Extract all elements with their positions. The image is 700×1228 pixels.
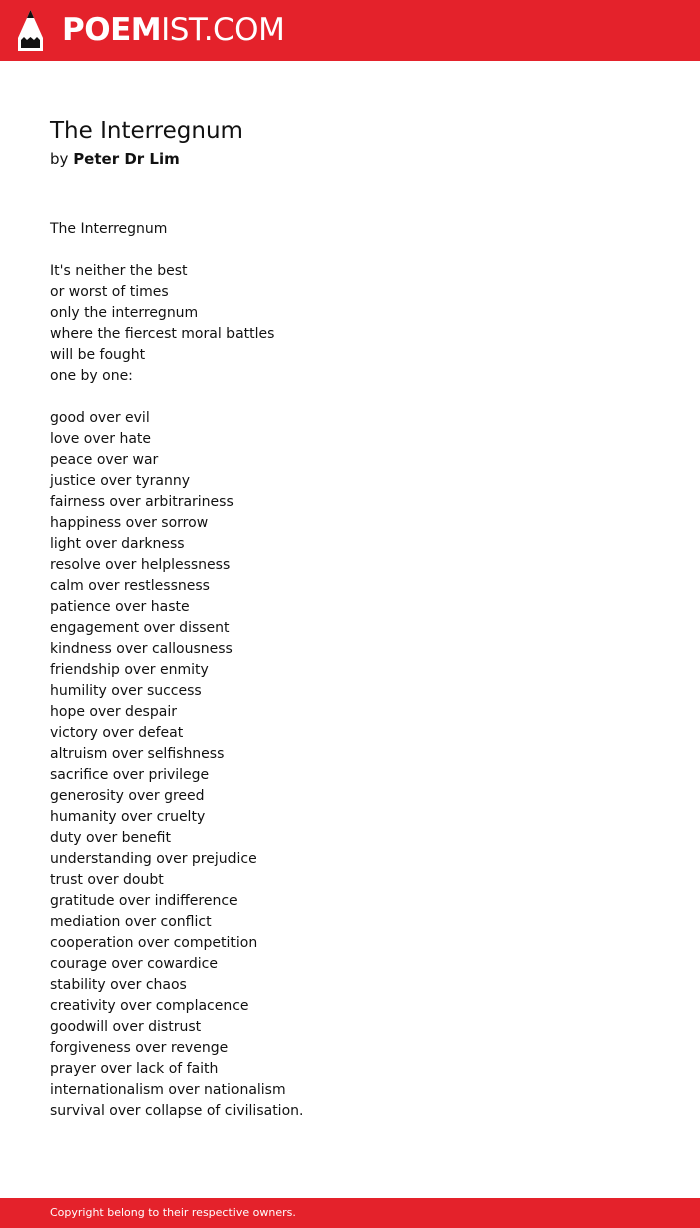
poem-line: justice over tyranny bbox=[50, 473, 191, 489]
poem-line: friendship over enmity bbox=[50, 662, 209, 678]
poem-line: happiness over sorrow bbox=[50, 515, 209, 531]
poem-line: understanding over prejudice bbox=[50, 851, 257, 867]
logo-bold-text: POEM bbox=[62, 12, 162, 48]
poem-line: humanity over cruelty bbox=[50, 809, 206, 825]
author-name: Peter Dr Lim bbox=[73, 150, 180, 168]
poem-line: engagement over dissent bbox=[50, 620, 230, 636]
poem-line: internationalism over nationalism bbox=[50, 1082, 286, 1098]
poem-line: mediation over conflict bbox=[50, 914, 212, 930]
stanza-break bbox=[50, 240, 650, 261]
poem-line: survival over collapse of civilisation. bbox=[50, 1103, 304, 1119]
poem-line: It's neither the best bbox=[50, 263, 188, 279]
poem-body bbox=[50, 219, 650, 1122]
poem-line: where the fiercest moral battles bbox=[50, 326, 275, 342]
stanza-break bbox=[50, 387, 650, 408]
poem-line: good over evil bbox=[50, 410, 150, 426]
by-label: by bbox=[50, 150, 69, 168]
poem-line: resolve over helplessness bbox=[50, 557, 231, 573]
poem-line: cooperation over competition bbox=[50, 935, 258, 951]
poem-line: gratitude over indifference bbox=[50, 893, 238, 909]
poem-line: kindness over callousness bbox=[50, 641, 233, 657]
logo-light-text: IST.COM bbox=[161, 12, 285, 48]
poem-line: stability over chaos bbox=[50, 977, 187, 993]
poem-line: one by one: bbox=[50, 368, 133, 384]
poem-line: The Interregnum bbox=[50, 221, 168, 237]
poem-line: patience over haste bbox=[50, 599, 190, 615]
poem-line: only the interregnum bbox=[50, 305, 199, 321]
pencil-icon bbox=[18, 10, 43, 51]
poem-line: light over darkness bbox=[50, 536, 185, 552]
poem-line: fairness over arbitrariness bbox=[50, 494, 234, 510]
poem-line: courage over cowardice bbox=[50, 956, 218, 972]
poem-line: goodwill over distrust bbox=[50, 1019, 202, 1035]
poem-line: forgiveness over revenge bbox=[50, 1040, 229, 1056]
poem-line: will be fought bbox=[50, 347, 146, 363]
poem-line: prayer over lack of faith bbox=[50, 1061, 219, 1077]
poem-line: generosity over greed bbox=[50, 788, 205, 804]
poem-line: love over hate bbox=[50, 431, 152, 447]
site-footer bbox=[0, 1198, 700, 1228]
poem-line: duty over benefit bbox=[50, 830, 171, 846]
poem-line: altruism over selfishness bbox=[50, 746, 225, 762]
byline bbox=[50, 148, 180, 170]
poem-line: sacrifice over privilege bbox=[50, 767, 210, 783]
poem-line: peace over war bbox=[50, 452, 159, 468]
poem-line: or worst of times bbox=[50, 284, 169, 300]
site-header bbox=[0, 0, 700, 61]
site-logo[interactable] bbox=[62, 12, 284, 48]
poem-title: The Interregnum bbox=[50, 118, 243, 144]
poem-line: calm over restlessness bbox=[50, 578, 210, 594]
poem-line: trust over doubt bbox=[50, 872, 164, 888]
poem-line: hope over despair bbox=[50, 704, 177, 720]
copyright-text: Copyright belong to their respective owners. bbox=[50, 1206, 296, 1219]
poem-line: humility over success bbox=[50, 683, 202, 699]
poem-line: victory over defeat bbox=[50, 725, 184, 741]
poem-line: creativity over complacence bbox=[50, 998, 249, 1014]
